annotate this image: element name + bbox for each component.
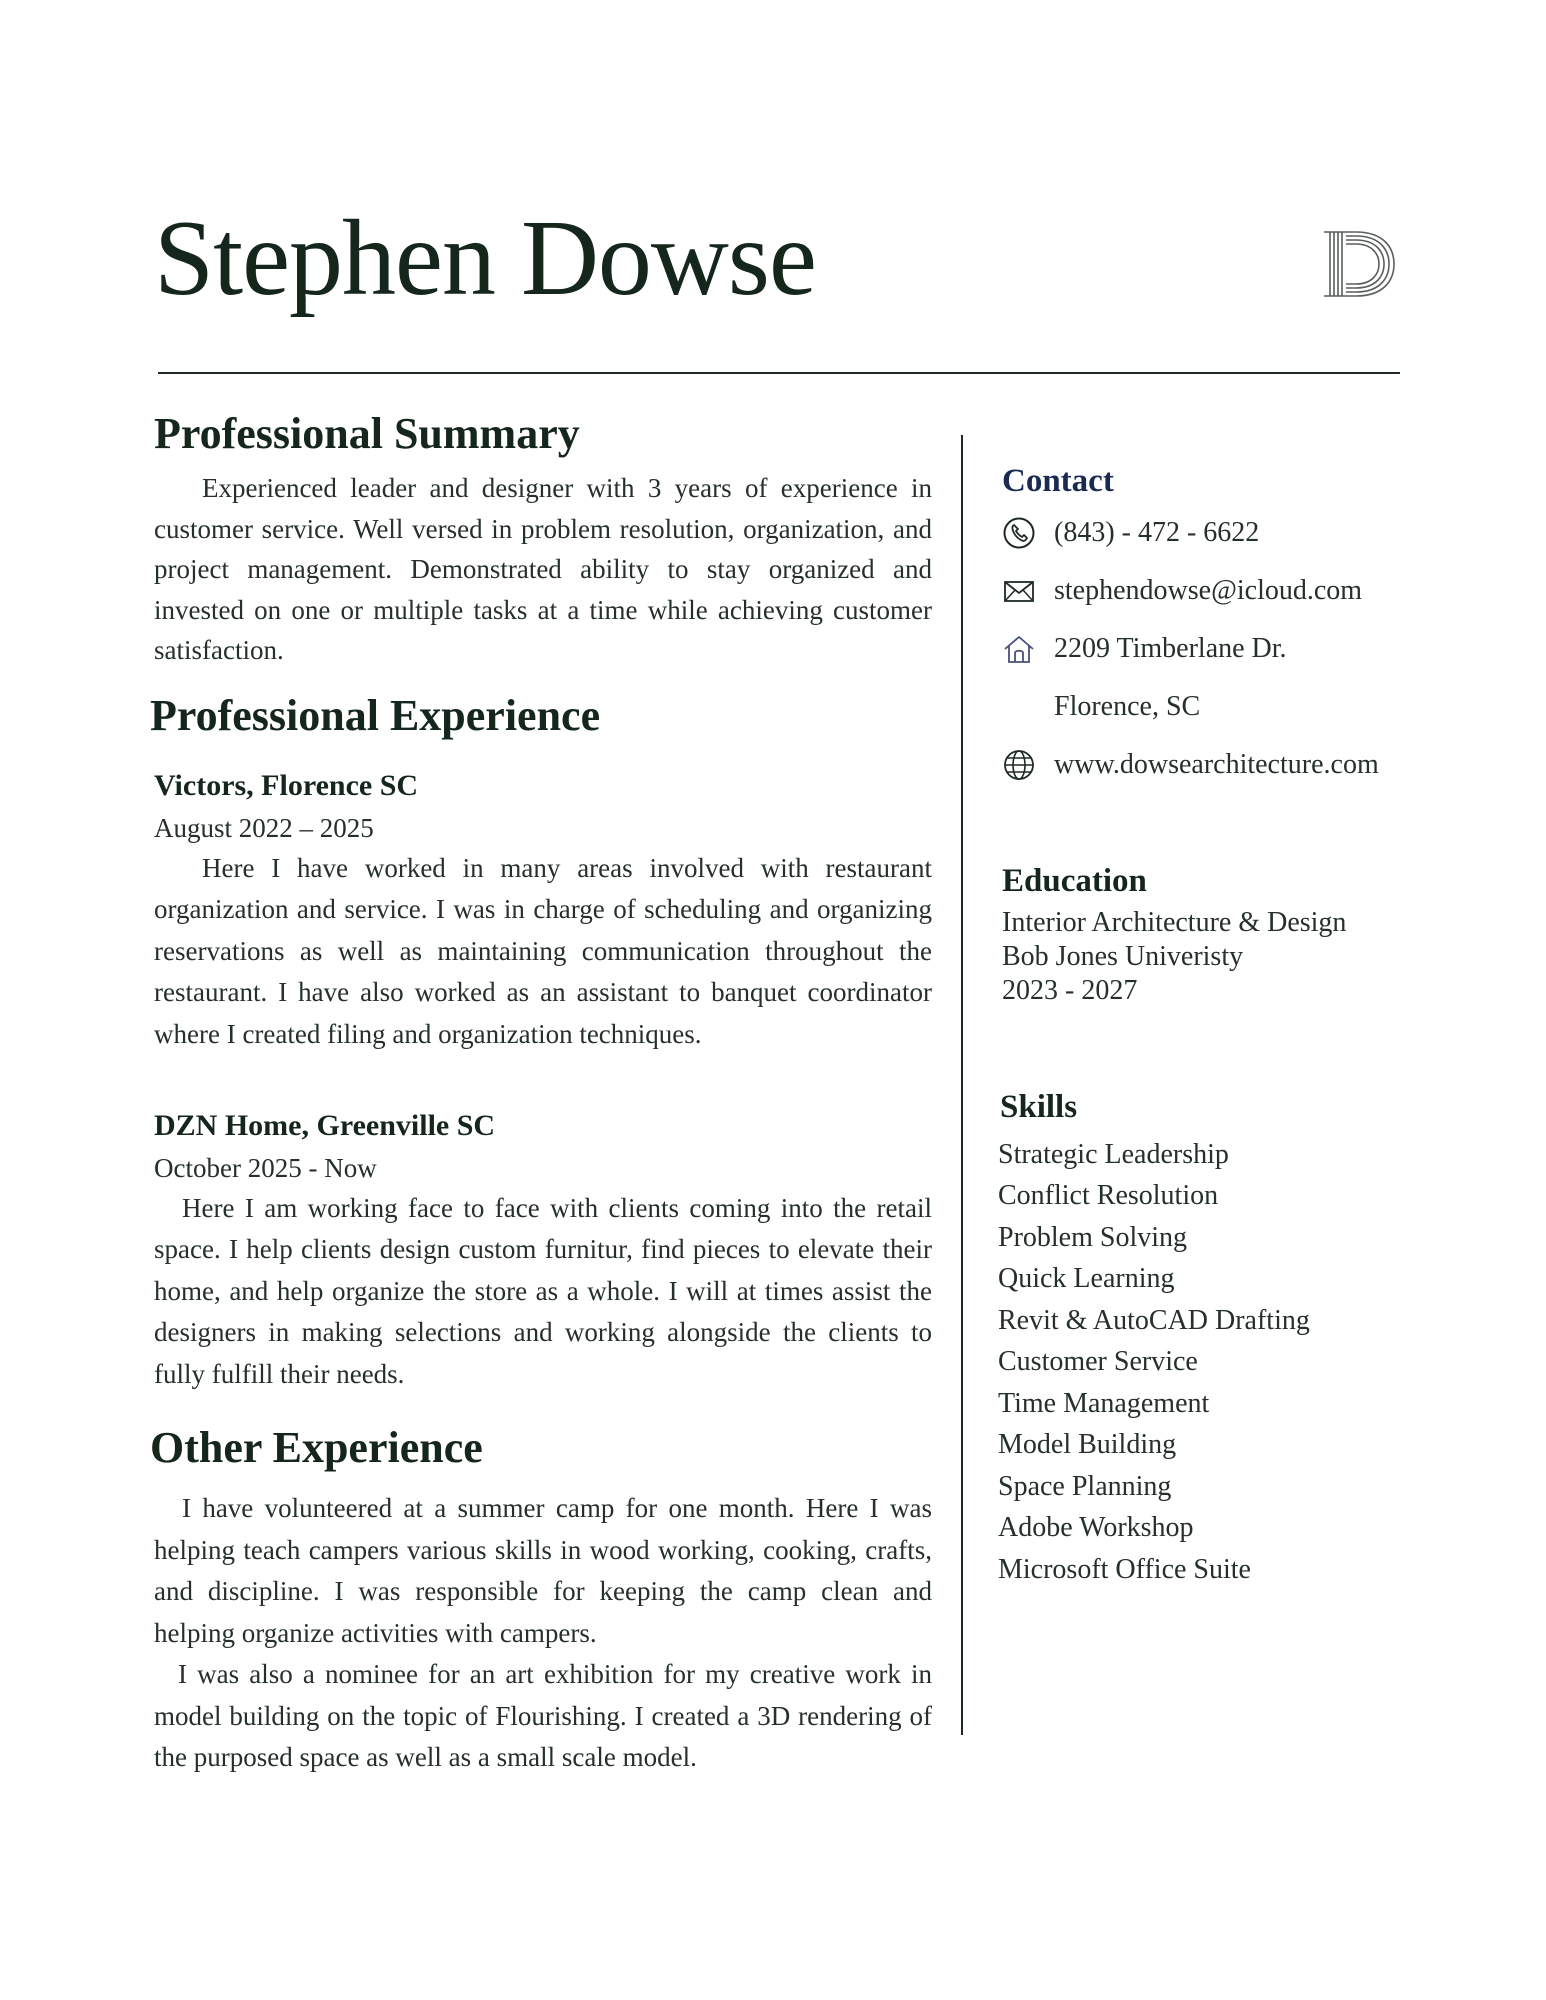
- skill-item: Time Management: [998, 1387, 1210, 1419]
- website-link[interactable]: www.dowsearchitecture.com: [1054, 748, 1379, 780]
- resume-name: Stephen Dowse: [154, 199, 816, 318]
- address-line2: Florence, SC: [1054, 690, 1201, 722]
- job-dzn-home: [154, 1108, 932, 1395]
- skill-item: Conflict Resolution: [998, 1180, 1219, 1212]
- skill-item: Revit & AutoCAD Drafting: [998, 1304, 1310, 1336]
- home-icon: [1002, 632, 1036, 666]
- other-paragraph: I have volunteered at a summer camp for one month. Here I was helping teach campers various skills in wood working, cooking, crafts, and discipline. I was responsible for keeping the camp clean and helping organize activities with campers.: [154, 1493, 932, 1648]
- contact-phone: [1002, 504, 1422, 562]
- skills-list: [998, 1134, 1420, 1591]
- experience-section: [150, 692, 928, 740]
- summary-text: Experienced leader and designer with 3 years of experience in customer service. Well versed in problem resolution, organization, and project management. Demonstrated ability to stay organized and invested on one or multiple tasks at a time while achieving customer satisfaction.: [154, 473, 932, 666]
- education-heading: Education: [1002, 863, 1147, 899]
- education-section: [1002, 862, 1422, 1008]
- monogram-logo: [1322, 224, 1400, 304]
- job-dates: August 2022 – 2025: [154, 813, 374, 843]
- contact-website: [1002, 736, 1422, 794]
- phone-number[interactable]: (843) - 472 - 6622: [1054, 516, 1260, 548]
- job-title: DZN Home, Greenville SC: [154, 1109, 496, 1142]
- experience-heading: Professional Experience: [150, 691, 601, 740]
- education-school: Bob Jones Univeristy: [1002, 940, 1244, 972]
- education-years: 2023 - 2027: [1002, 974, 1138, 1006]
- skill-item: Problem Solving: [998, 1221, 1188, 1253]
- job-victors: [154, 768, 932, 1055]
- skills-heading: Skills: [1000, 1089, 1078, 1125]
- other-section: [150, 1424, 928, 1472]
- summary-heading: Professional Summary: [154, 409, 580, 458]
- summary-section: [154, 410, 932, 671]
- other-heading: Other Experience: [150, 1423, 483, 1472]
- header-divider: [158, 372, 1400, 374]
- address-line1: 2209 Timberlane Dr.: [1054, 632, 1287, 664]
- contact-address-line2: [1002, 678, 1422, 736]
- email-address[interactable]: stephendowse@icloud.com: [1054, 574, 1363, 606]
- education-degree: Interior Architecture & Design: [1002, 906, 1347, 938]
- skill-item: Adobe Workshop: [998, 1512, 1194, 1544]
- skill-item: Space Planning: [998, 1470, 1172, 1502]
- mail-icon: [1002, 574, 1036, 608]
- contact-email: [1002, 562, 1422, 620]
- skill-item: Customer Service: [998, 1346, 1198, 1378]
- job-title: Victors, Florence SC: [154, 769, 419, 802]
- skill-item: Microsoft Office Suite: [998, 1553, 1251, 1585]
- skill-item: Model Building: [998, 1429, 1177, 1461]
- contact-address: [1002, 620, 1422, 678]
- job-dates: October 2025 - Now: [154, 1153, 377, 1183]
- column-divider: [961, 435, 963, 1735]
- globe-icon: [1002, 748, 1036, 782]
- job-description: Here I have worked in many areas involved with restaurant organization and service. I was in charge of scheduling and organizing reservations as well as maintaining communication throughout the restaurant. I have also worked as an assistant to banquet coordinator where I created filing and organization techniques.: [154, 852, 932, 1049]
- skills-section: [1000, 1088, 1420, 1590]
- other-paragraphs: [154, 1488, 932, 1779]
- contact-section: [1002, 462, 1422, 794]
- contact-heading: Contact: [1002, 463, 1114, 499]
- skill-item: Quick Learning: [998, 1263, 1175, 1295]
- other-paragraph: I was also a nominee for an art exhibition for my creative work in model building on the topic of Flourishing. I created a 3D rendering of the purposed space as well as a small scale model.: [154, 1659, 932, 1772]
- skill-item: Strategic Leadership: [998, 1138, 1229, 1170]
- job-description: Here I am working face to face with clients coming into the retail space. I help clients design custom furnitur, find pieces to elevate their home, and help organize the store as a whole. I will at times assist the designers in making selections and working alongside the clients to fully fulfill their needs.: [154, 1192, 932, 1389]
- phone-icon: [1002, 516, 1036, 550]
